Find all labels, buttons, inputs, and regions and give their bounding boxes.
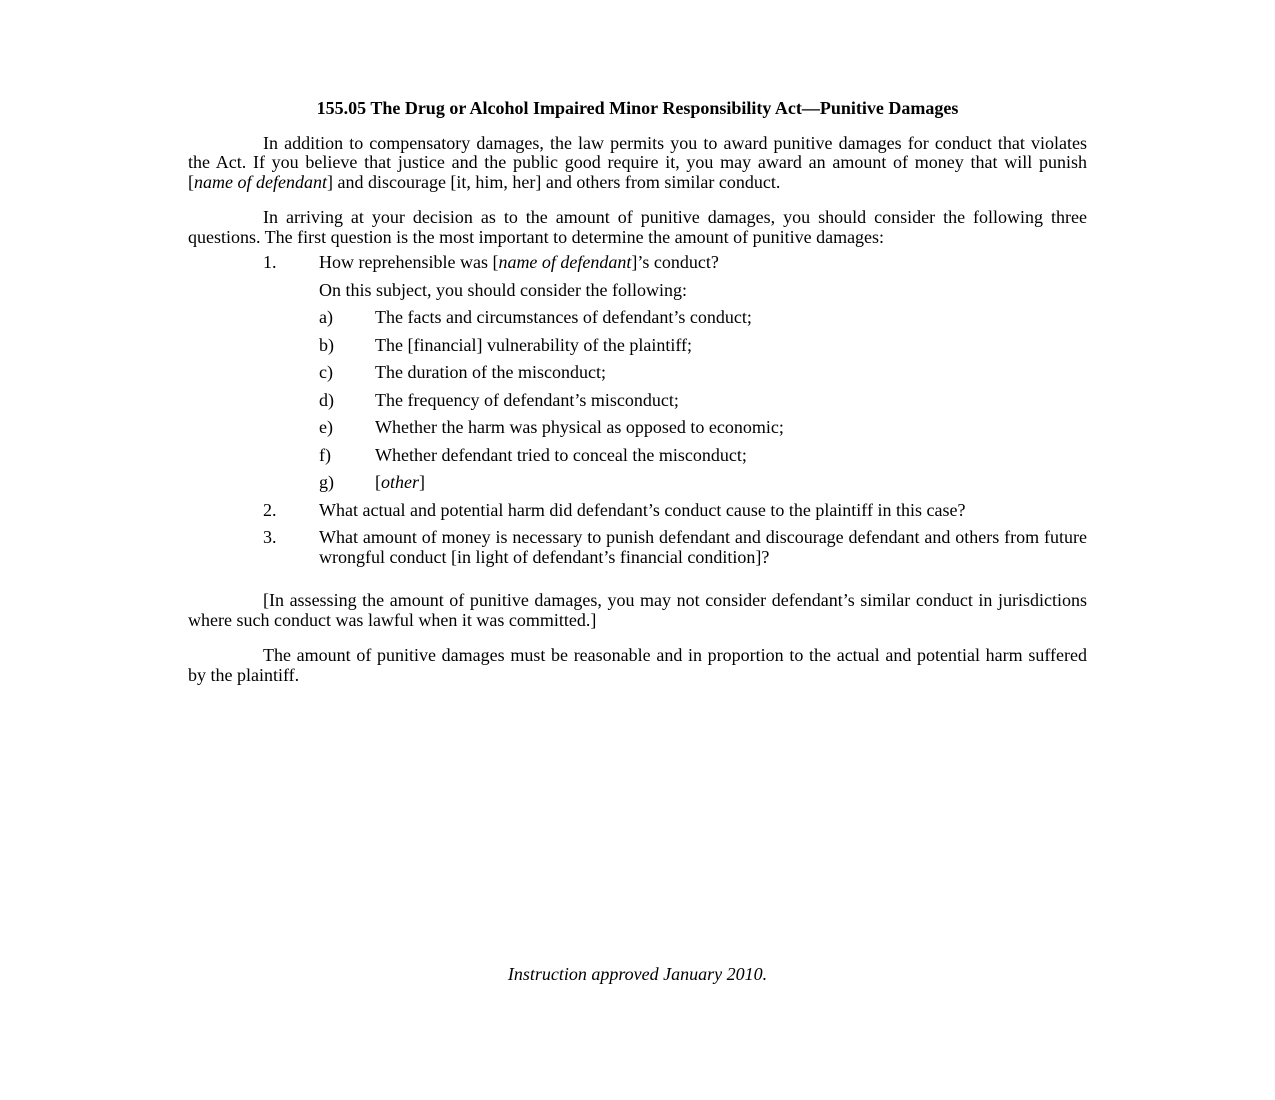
- question-number: 1.: [263, 252, 277, 272]
- factor-item: [188, 446, 1087, 466]
- paragraph-compensatory-text-a: In addition to compensatory damages, the law permits you to award punitive damages for conduct that violates the Act. If you believe that justice and the public good require it, you may award an amount of money that will punish [: [188, 132, 1087, 192]
- question-1-text-a: How reprehensible was [: [319, 252, 499, 272]
- factor-item: [188, 308, 1087, 328]
- question-2-text: What actual and potential harm did defendant’s conduct cause to the plaintiff in this case?: [319, 499, 966, 520]
- factor-item: [188, 473, 1087, 493]
- defendant-placeholder: name of defendant: [498, 252, 632, 272]
- question-1-text-c: ]’s conduct?: [631, 252, 719, 272]
- paragraph-three-questions: In arriving at your decision as to the amount of punitive damages, you should consider the following three questions. The first question is the most important to determine the amount of punitive damages:: [188, 207, 1087, 247]
- approval-note: Instruction approved January 2010.: [507, 964, 768, 984]
- factor-text: The [financial] vulnerability of the plaintiff;: [375, 334, 693, 355]
- factor-item: [188, 363, 1087, 383]
- question-1: [188, 253, 1087, 273]
- factors-intro: On this subject, you should consider the following:: [319, 279, 687, 300]
- factor-text: Whether defendant tried to conceal the misconduct;: [375, 444, 747, 465]
- factor-bracket-open: [: [375, 472, 381, 492]
- instruction-title: 155.05 The Drug or Alcohol Impaired Minor Responsibility Act—Punitive Damages: [316, 98, 959, 118]
- factor-letter: c): [319, 362, 333, 382]
- document-page: [188, 99, 1087, 701]
- factor-letter: b): [319, 334, 334, 355]
- question-2: [188, 501, 1087, 521]
- question-number: 2.: [263, 499, 277, 520]
- question-3-text: What amount of money is necessary to punish defendant and discourage defendant and others from future wrongful conduct [in light of defendant’s financial condition]?: [319, 527, 1087, 567]
- question-number: 3.: [263, 527, 277, 547]
- factor-text: The duration of the misconduct;: [375, 362, 606, 382]
- factor-letter: d): [319, 389, 334, 410]
- factor-bracket-close: ]: [419, 472, 425, 492]
- paragraph-compensatory: [188, 134, 1087, 193]
- factor-letter: a): [319, 307, 333, 327]
- paragraph-compensatory-text-c: ] and discourage [it, him, her] and others from similar conduct.: [326, 171, 781, 192]
- factor-text: The facts and circumstances of defendant’s conduct;: [375, 307, 752, 327]
- paragraph-jurisdictions: [In assessing the amount of punitive damages, you may not consider defendant’s similar conduct in jurisdictions where such conduct was lawful when it was committed.]: [188, 590, 1087, 630]
- defendant-placeholder: name of defendant: [194, 171, 327, 192]
- factor-other-placeholder: other: [381, 472, 419, 492]
- factor-text: Whether the harm was physical as opposed to economic;: [375, 417, 784, 437]
- factor-item: [188, 336, 1087, 356]
- paragraph-reasonable: The amount of punitive damages must be reasonable and in proportion to the actual and potential harm suffered by the plaintiff.: [188, 645, 1087, 685]
- factor-item: [188, 391, 1087, 411]
- factor-letter: f): [319, 444, 331, 465]
- factor-text: The frequency of defendant’s misconduct;: [375, 389, 679, 410]
- factor-item: [188, 418, 1087, 438]
- factor-letter: e): [319, 417, 333, 437]
- factor-letter: g): [319, 472, 334, 492]
- question-3: [188, 528, 1087, 567]
